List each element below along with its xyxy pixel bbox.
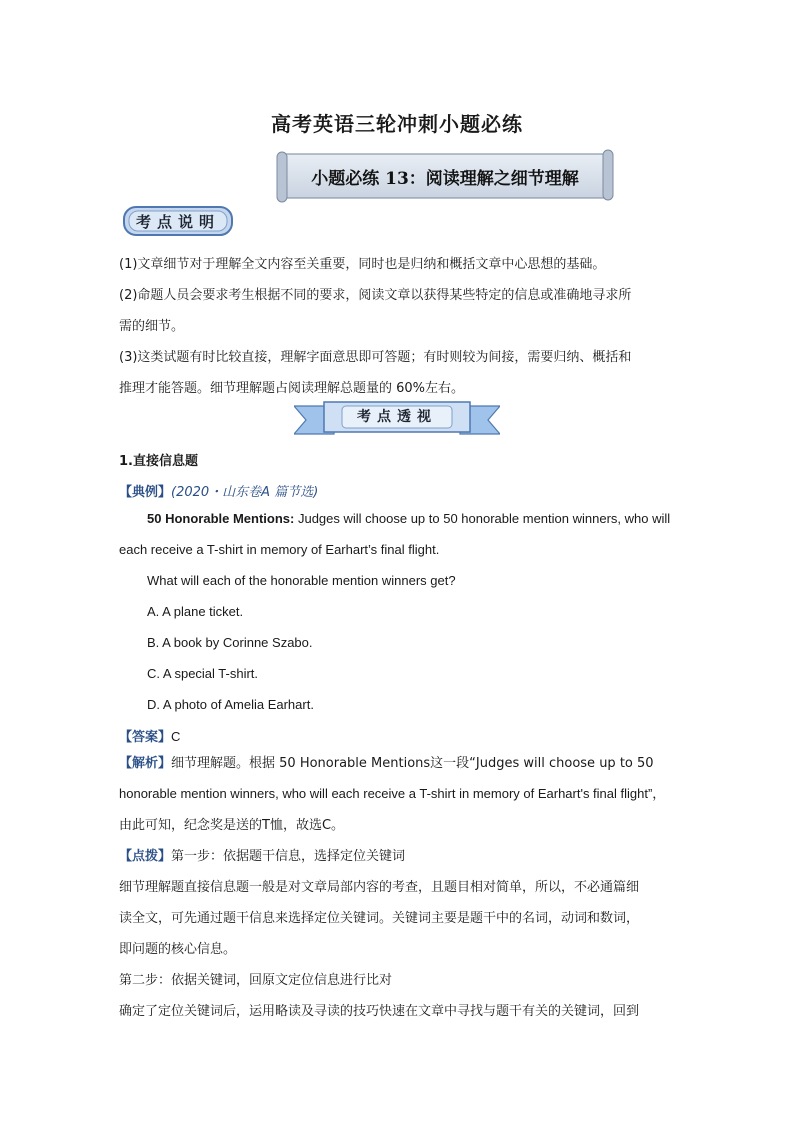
page-title: 高考英语三轮冲刺小题必练 (271, 112, 523, 136)
tips-step1-line (119, 845, 405, 864)
kaodian-toushi-ribbon (294, 400, 500, 438)
option-b: B. A book by Corinne Szabo. (147, 635, 313, 650)
intro-line-3: 需的细节。 (119, 319, 185, 334)
passage-bold: 50 Honorable Mentions: (147, 511, 295, 526)
tips-step1: 第一步：依据题干信息，选择定位关键词 (171, 849, 406, 864)
section-banner-title: 小题必练 13：阅读理解之细节理解 (311, 168, 579, 189)
tips-step2: 第二步：依据关键词，回原文定位信息进行比对 (119, 973, 393, 988)
analysis-line-3: 由此可知，纪念奖是送的T恤，故选C。 (119, 818, 345, 833)
tips-tag: 【点拨】 (119, 849, 172, 864)
kaodian-shuoming-badge (122, 204, 234, 238)
ribbon-label: 考点透视 (357, 409, 437, 425)
tips-para1-line-2: 读全文，可先通过题干信息来选择定位关键词。关键词主要是题干中的名词，动词和数词， (119, 911, 640, 926)
example-header (119, 481, 318, 500)
intro-line-4: (3)这类试题有时比较直接，理解字面意思即可答题；有时则较为间接，需要归纳、概括和 (119, 350, 632, 365)
analysis-line-1 (119, 752, 654, 771)
answer-value: C (171, 729, 181, 744)
section-banner (275, 148, 615, 204)
example-tag: 【典例】 (119, 485, 172, 500)
tips-para1-line-1: 细节理解题直接信息题一般是对文章局部内容的考查，且题目相对简单，所以，不必通篇细 (119, 880, 640, 895)
option-d: D. A photo of Amelia Earhart. (147, 697, 314, 712)
example-source: (2020・山东卷A 篇节选) (171, 485, 319, 500)
section-heading: 1.直接信息题 (119, 454, 198, 469)
intro-line-2: (2)命题人员会要求考生根据不同的要求，阅读文章以获得某些特定的信息或准确地寻求所 (119, 288, 632, 303)
answer-tag: 【答案】 (119, 730, 172, 745)
intro-line-1: (1)文章细节对于理解全文内容至关重要，同时也是归纳和概括文章中心思想的基础。 (119, 257, 606, 272)
badge-label: 考点说明 (135, 212, 220, 231)
analysis-text-1: 细节理解题。根据 50 Honorable Mentions这一段“Judges will choose up to 50 (171, 756, 654, 771)
analysis-tag: 【解析】 (119, 756, 172, 771)
passage-text-1: Judges will choose up to 50 honorable mention winners, who will (294, 511, 671, 526)
passage-line-2: each receive a T-shirt in memory of Earhart’s final flight. (119, 542, 440, 557)
answer-line (119, 726, 180, 745)
intro-line-5: 推理才能答题。细节理解题占阅读理解总题量的 60%左右。 (119, 381, 465, 396)
option-c: C. A special T-shirt. (147, 666, 259, 681)
tips-para2-line-1: 确定了定位关键词后，运用略读及寻读的技巧快速在文章中寻找与题干有关的关键词，回到 (119, 1004, 640, 1019)
tips-para1-line-3: 即问题的核心信息。 (119, 942, 237, 957)
analysis-line-2: honorable mention winners, who will each receive a T-shirt in memory of Earhart's final flight”， (119, 786, 666, 801)
option-a: A. A plane ticket. (147, 604, 244, 619)
question-text: What will each of the honorable mention winners get? (147, 573, 456, 588)
passage-line-1 (147, 511, 670, 526)
